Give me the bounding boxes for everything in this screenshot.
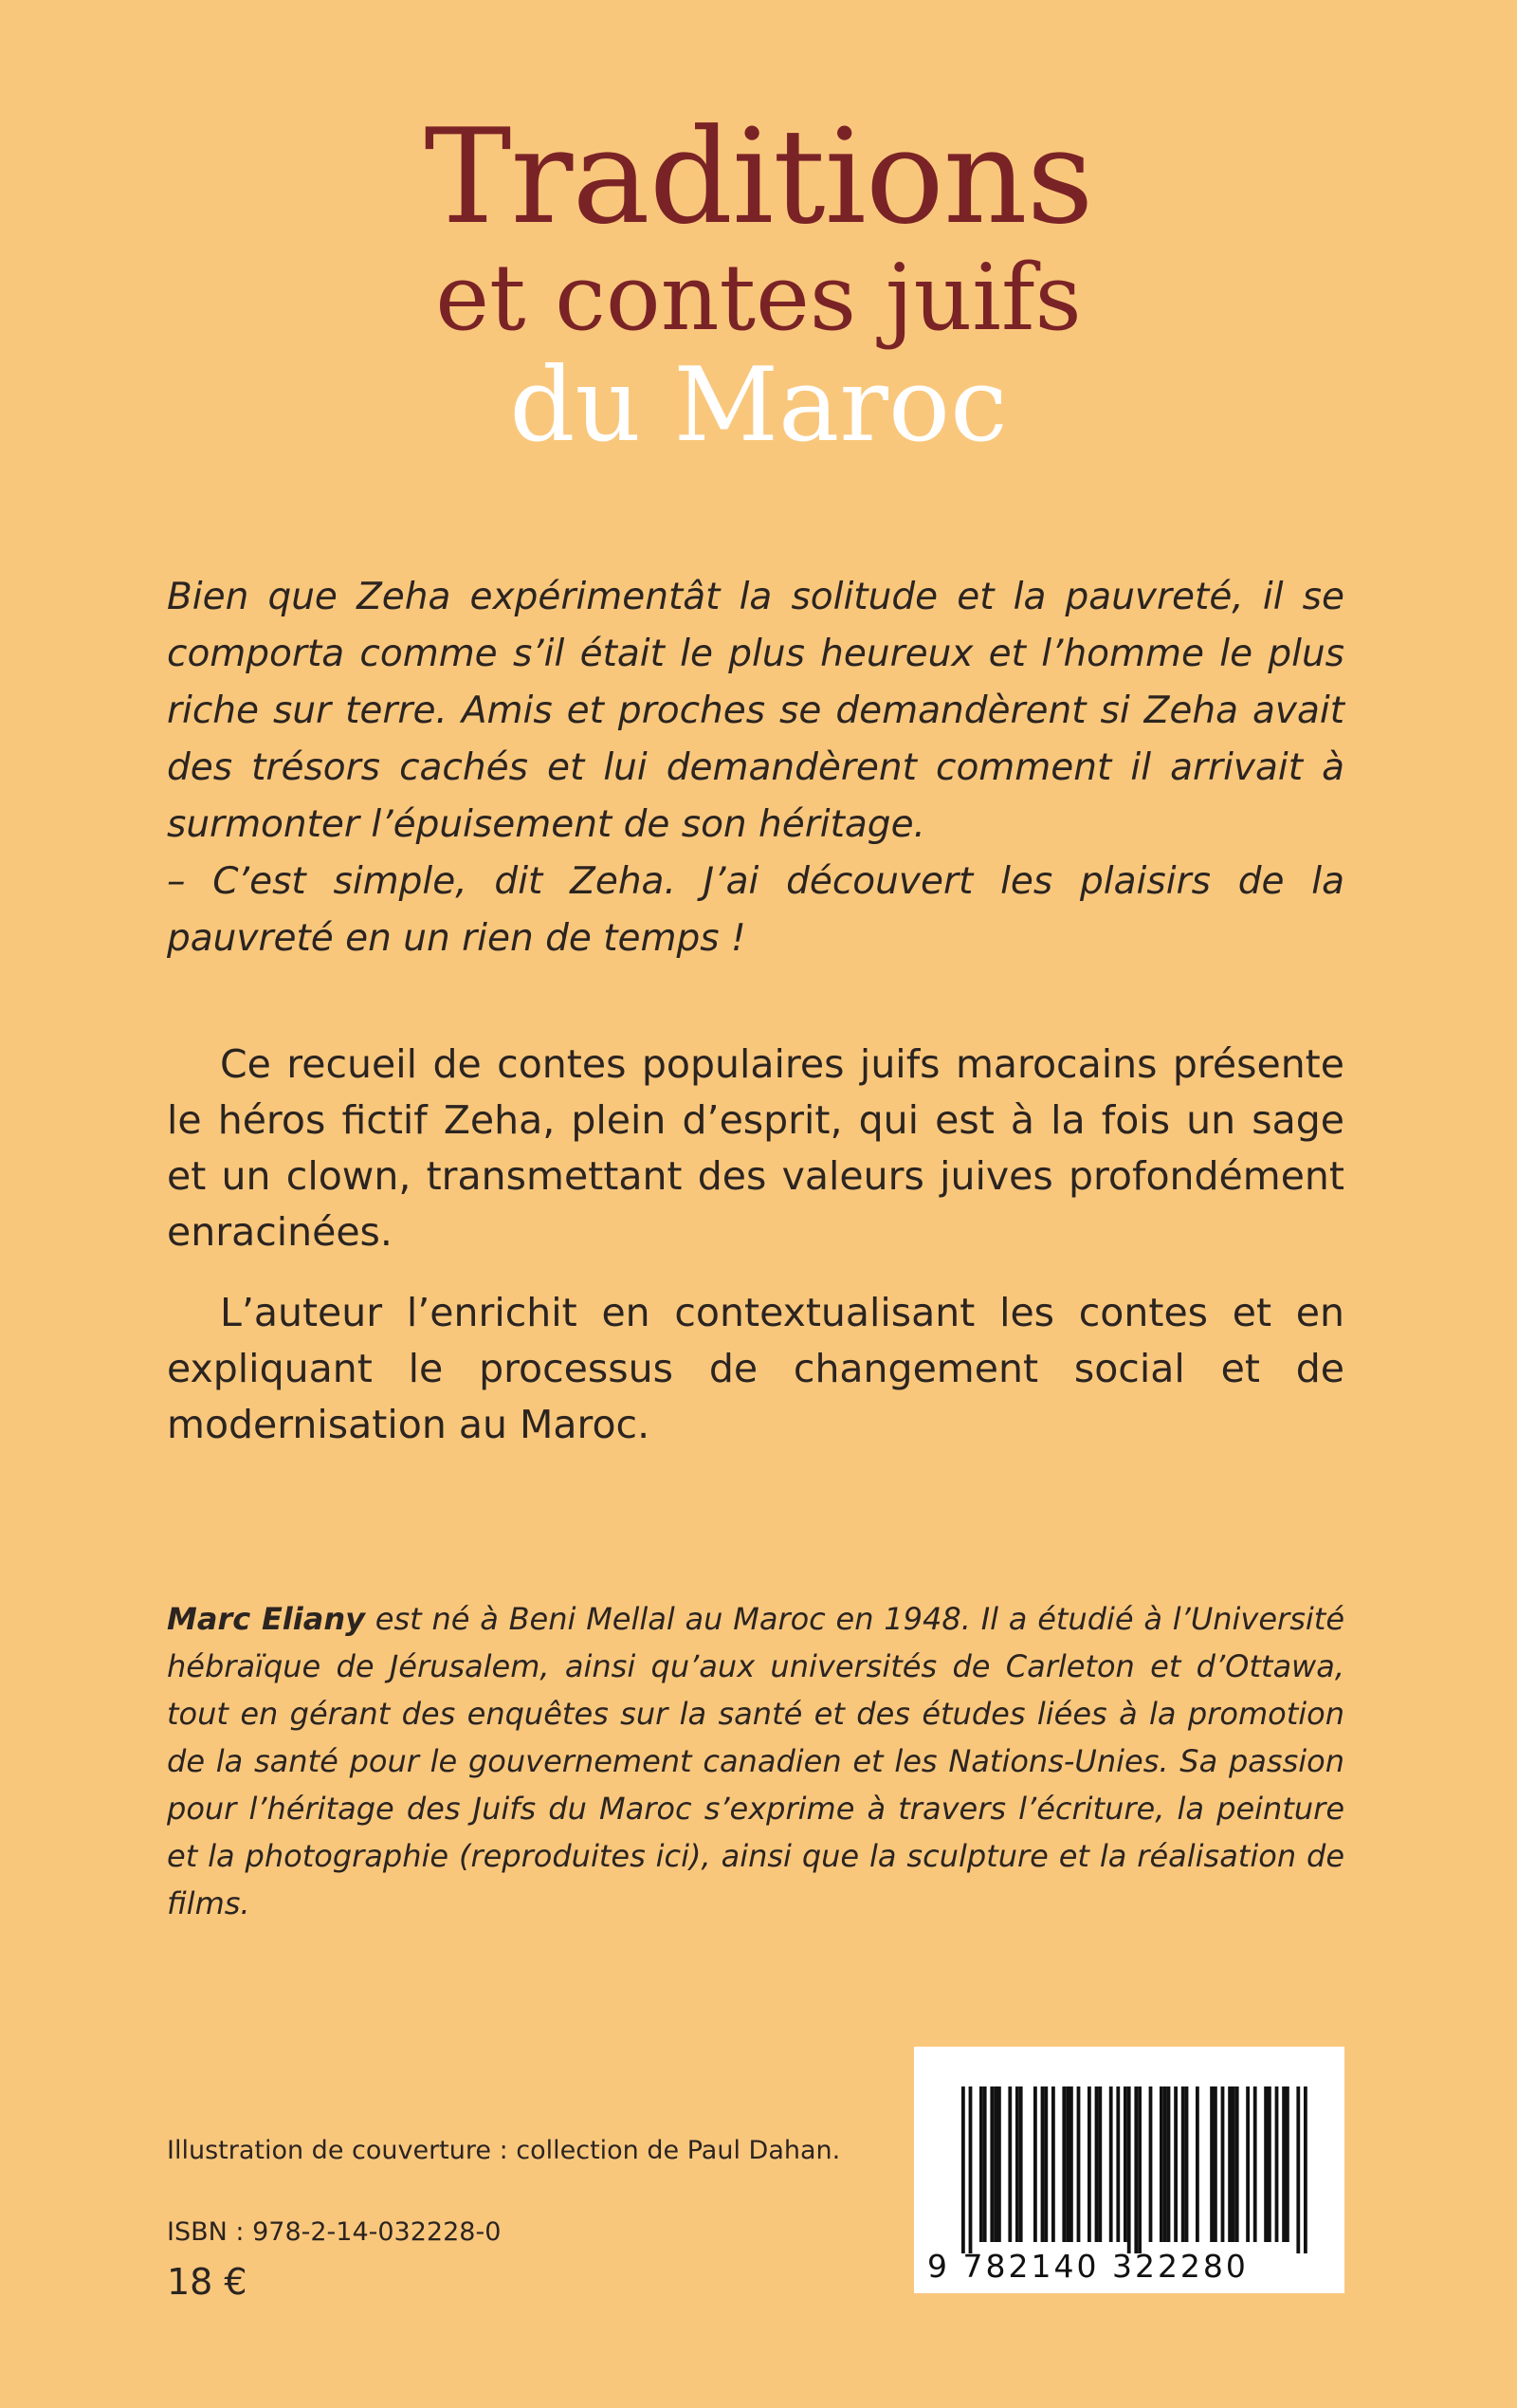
barcode-bar [1138, 2086, 1142, 2253]
price: 18 € [167, 2261, 247, 2303]
title-line-2: et contes juifs [435, 245, 1082, 351]
barcode-bar [1134, 2086, 1138, 2253]
barcode-bar [1246, 2086, 1250, 2242]
barcode-bar [1167, 2086, 1171, 2242]
barcode-bar [1041, 2086, 1045, 2242]
barcode-bar [1095, 2086, 1099, 2242]
barcode-bar [1062, 2086, 1066, 2242]
barcode [914, 2047, 1344, 2293]
barcode-bar [1069, 2086, 1073, 2242]
description-paragraph-2: L’auteur l’enrichit en contextualisant les contes et en expliquant le processus de changement social et de modernisation au Maroc. [167, 1290, 1344, 1447]
excerpt-dialogue: – C’est simple, dit Zeha. J’ai découvert les plaisirs de la pauvreté en un rien de temps ! [167, 860, 1344, 960]
barcode-bar [994, 2086, 997, 2242]
barcode-bar [1044, 2086, 1048, 2242]
barcode-bar [1160, 2086, 1163, 2242]
barcode-bar [1116, 2086, 1120, 2242]
barcode-bar [1210, 2086, 1214, 2242]
barcode-bar [1008, 2086, 1012, 2242]
barcode-bar [1181, 2086, 1185, 2242]
barcode-bar [1253, 2086, 1257, 2242]
book-description [167, 1037, 1344, 1478]
barcode-bar [1033, 2086, 1037, 2242]
barcode-bar [1051, 2086, 1055, 2242]
barcode-bar [1019, 2086, 1023, 2242]
barcode-bar [1077, 2086, 1081, 2242]
barcode-bar [1066, 2086, 1069, 2242]
barcode-bar [1163, 2086, 1167, 2242]
title-line-1: Traditions [424, 101, 1093, 253]
barcode-bar [961, 2086, 965, 2253]
isbn: ISBN : 978-2-14-032228-0 [167, 2217, 502, 2247]
description-paragraph-1: Ce recueil de contes populaires juifs marocains présente le héros fictif Zeha, plein d’esprit, qui est à la fois un sage et un clown, transmettant des valeurs juives profondément enracinées. [167, 1041, 1344, 1255]
barcode-bar [1228, 2086, 1232, 2242]
barcode-bar [1282, 2086, 1286, 2242]
barcode-bar [1185, 2086, 1189, 2242]
book-title [0, 101, 1517, 465]
barcode-bar [997, 2086, 1001, 2242]
barcode-bar [1174, 2086, 1178, 2242]
barcode-bar [1196, 2086, 1199, 2242]
excerpt-paragraph: Bien que Zeha expérimentât la solitude et la pauvreté, il se comporta comme s’il était le plus heureux et l’homme le plus riche sur terre. Amis et proches se demandèrent si Zeha avait des trésors cachés et lui demandèrent comment il arrivait à surmonter l’épuisement de son héritage. [167, 576, 1344, 846]
barcode-bar [1221, 2086, 1225, 2242]
barcode-bar [1232, 2086, 1235, 2242]
barcode-bar [1124, 2086, 1127, 2242]
barcode-bar [1304, 2086, 1307, 2253]
title-line-3: du Maroc [509, 346, 1008, 465]
barcode-bar [1268, 2086, 1271, 2242]
author-name: Marc Eliany [167, 1601, 365, 1637]
barcode-digits: 9 782140 322280 [927, 2248, 1249, 2285]
barcode-bar [1149, 2086, 1153, 2242]
barcode-bar [1015, 2086, 1019, 2242]
barcode-bar [1127, 2086, 1131, 2253]
excerpt-quote [167, 569, 1344, 967]
barcode-bar [990, 2086, 994, 2242]
author-bio [167, 1595, 1344, 1927]
barcode-bar [1296, 2086, 1300, 2253]
author-bio-text: est né à Beni Mellal au Maroc en 1948. Il a étudié à l’Université hébraïque de Jérusalem, ainsi qu’aux universités de Carleton et d’Ottawa, tout en gérant des enquêtes sur la santé et des études liées à la promotion de la santé pour le gouvernement canadien et les Nations-Unies. Sa passion pour l’héritage des Juifs du Maroc s’exprime à travers l’écriture, la peinture et la photographie (reproduites ici), ainsi que la sculpture et la réalisation de films. [167, 1601, 1345, 1921]
barcode-bar [983, 2086, 987, 2242]
barcode-bar [1264, 2086, 1268, 2242]
barcode-bar [1109, 2086, 1113, 2242]
barcode-bar [969, 2086, 973, 2253]
cover-illustration-credit: Illustration de couverture : collection de Paul Dahan. [167, 2136, 841, 2165]
barcode-bar [1275, 2086, 1279, 2242]
barcode-bar [979, 2086, 983, 2242]
barcode-bar [1235, 2086, 1239, 2242]
barcode-bar [1098, 2086, 1102, 2242]
barcode-bar [1214, 2086, 1217, 2242]
barcode-bar [1087, 2086, 1091, 2242]
barcode-bar [1286, 2086, 1289, 2242]
